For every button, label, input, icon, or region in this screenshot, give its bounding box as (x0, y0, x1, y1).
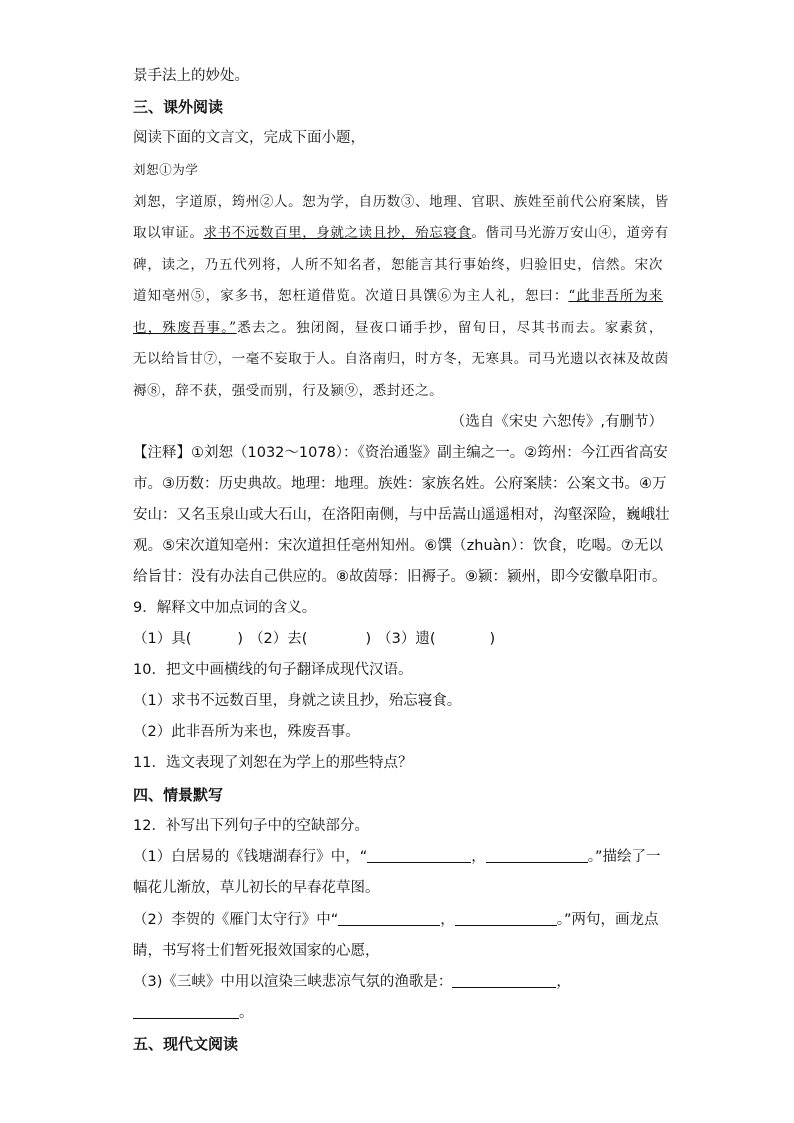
q12-item-1-blank-1[interactable] (367, 848, 471, 863)
q12-item-1-continued: 幅花儿渐放，草儿初长的早春花草图。 (133, 880, 380, 896)
notes-line-2: 市。③历数：历史典故。地理：地理。族姓：家族名姓。公府案牍：公案文书。④万 (133, 476, 667, 492)
passage-line-2-pre: 取以审证。 (133, 225, 204, 241)
q12-item-1-prompt: （1）白居易的《钱塘湖春行》中，“ (133, 849, 368, 865)
underlined-sentence-2a: “此非吾所为来 (568, 288, 664, 304)
passage-title: 刘恕①为学 (133, 162, 199, 177)
question-9-answers (133, 629, 663, 649)
passage-line-2 (133, 223, 669, 243)
q12-item-1-comma: ， (471, 849, 486, 865)
q12-item-3-blank-2[interactable] (133, 1004, 239, 1019)
q12-item-2-prompt: （2）李贺的《雁门太守行》中“ (133, 912, 339, 928)
question-9-stem: 9．解释文中加点词的含义。 (133, 600, 317, 616)
q12-item-3-prompt: （3)《三峡》中用以渲染三峡悲凉气氛的渔歌是： (133, 974, 453, 990)
section3-instruction: 阅读下面的文言文，完成下面小题， (133, 130, 365, 146)
section4-heading: 四、情景默写 (133, 786, 224, 804)
q9-item-3-close: ) (489, 631, 496, 647)
q12-item-2-tail: 。”两句，画龙点 (556, 912, 659, 928)
q9-item-1-label: （1）具( (133, 631, 192, 647)
q12-item-1-tail: 。”描绘了一 (587, 849, 661, 865)
q12-item-2-blank-1[interactable] (338, 911, 440, 926)
passage-line-7: 褥⑧，辞不获，强受而别，行及颍⑨，悉封还之。 (133, 383, 444, 399)
section5-heading: 五、现代文阅读 (133, 1035, 239, 1053)
q12-item-3-comma: ， (556, 974, 571, 990)
passage-line-1: 刘恕，字道原，筠州②人。恕为学，自历数③、地理、官职、族姓至前代公府案牍，皆 (133, 194, 669, 210)
q9-item-1-close: ) (237, 631, 244, 647)
q12-item-2-blank-2[interactable] (455, 911, 557, 926)
notes-line-1: 【注释】①刘恕（1032～1078）：《资治通鉴》副主编之一。②筠州：今江西省高安 (133, 445, 668, 461)
notes-line-5: 给旨甘：没有办法自己供应的。⑧故茵辱：旧褥子。⑨颍：颍州，即今安徽阜阳市。 (133, 569, 667, 585)
notes-line-4: 观。⑤宋次道知亳州：宋次道担任亳州知州。⑥馔（zhuàn）：饮食，吃喝。⑦无以 (133, 538, 663, 554)
section3-heading: 三、课外阅读 (133, 98, 224, 116)
question-11-stem: 11．选文表现了刘恕在为学上的那些特点？ (133, 755, 413, 771)
q12-item-2 (133, 910, 663, 930)
passage-source: （选自《宋史 六恕传》,有删节） (450, 414, 663, 430)
passage-line-3: 碑，读之，乃五代列将，人所不知名者，恕能言其行事始终，归验旧史，信然。宋次 (133, 257, 663, 273)
passage-line-5-post: 悉去之。独闭阁，昼夜口诵手抄，留旬日，尽其书而去。家素贫， (236, 320, 664, 336)
question-12-stem: 12．补写出下列句子中的空缺部分。 (133, 818, 369, 834)
intro-tail-text: 景手法上的妙处。 (133, 68, 249, 84)
passage-line-4 (133, 286, 663, 306)
q12-item-3-end: 。 (239, 1005, 254, 1021)
q12-item-1 (133, 847, 663, 867)
q9-item-2-label: （2）去( (249, 631, 308, 647)
question-10-sentence-2: （2）此非吾所为来也，殊废吾事。 (133, 724, 360, 740)
passage-line-4-pre: 道知亳州⑤，家多书，恕枉道借览。次道日具馔⑥为主人礼，恕曰： (133, 288, 569, 304)
q12-item-2-continued: 睛，书写将士们暂死报效国家的心愿， (133, 943, 380, 959)
q12-item-2-comma: ， (440, 912, 455, 928)
passage-line-2-post: 。偕司马光游万安山④，道旁有 (471, 225, 669, 241)
q12-item-3-blank-1[interactable] (452, 973, 556, 988)
notes-line-3: 安山：又名玉泉山或大石山，在洛阳南侧，与中岳嵩山遥遥相对，沟壑深险，巍峨壮 (133, 507, 670, 523)
underlined-sentence-1: 求书不远数百里，身就之读且抄，殆忘寝食 (203, 225, 472, 241)
q12-item-1-blank-2[interactable] (486, 848, 588, 863)
q12-item-3-continued (133, 1003, 663, 1023)
q12-item-3 (133, 972, 663, 992)
passage-line-6: 无以给旨甘⑦，一毫不妄取于人。自洛南归，时方冬，无寒具。司马光遗以衣袜及故茵 (133, 351, 669, 367)
passage-line-5 (133, 318, 663, 338)
underlined-sentence-2b: 也，殊废吾事。” (133, 320, 237, 336)
q9-item-2-close: ) (365, 631, 372, 647)
question-10-sentence-1: （1）求书不远数百里，身就之读且抄，殆忘寝食。 (133, 693, 462, 709)
q9-item-3-label: （3）遗( (377, 631, 436, 647)
question-10-stem: 10．把文中画横线的句子翻译成现代汉语。 (133, 662, 413, 678)
